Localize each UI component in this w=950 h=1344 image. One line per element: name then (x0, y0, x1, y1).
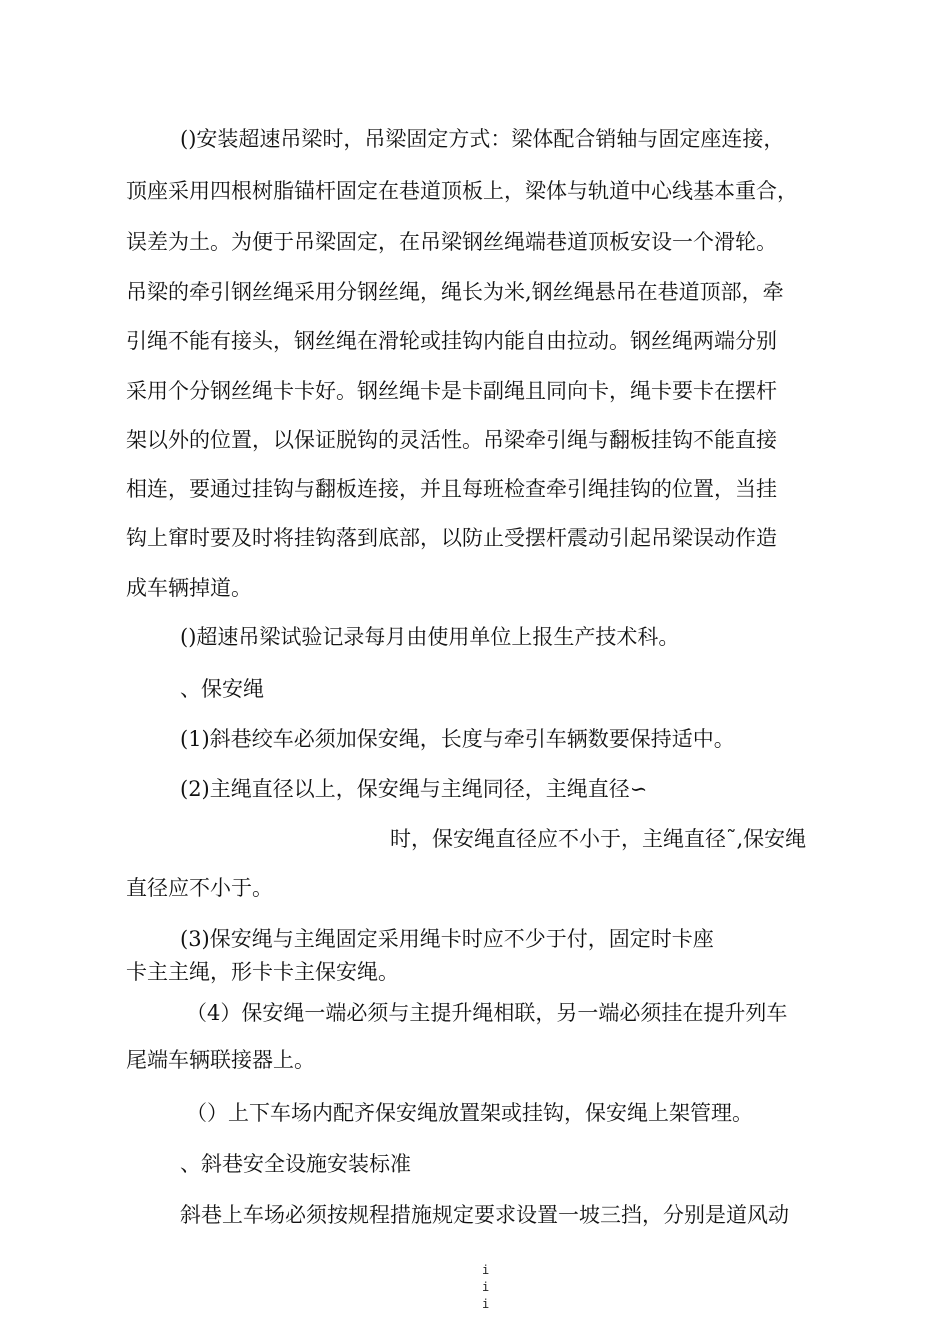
paragraph-line: 直径应不小于。 (126, 876, 273, 900)
paragraph-line: 成车辆掉道。 (126, 576, 252, 600)
page-footer-mark: i (482, 1263, 490, 1277)
page-footer-mark: i (482, 1280, 490, 1294)
paragraph-line: 架以外的位置，以保证脱钩的灵活性。吊梁牵引绳与翻板挂钩不能直接 (126, 428, 777, 452)
paragraph-line: 尾端车辆联接器上。 (126, 1048, 315, 1072)
paragraph-line: （4）保安绳一端必须与主提升绳相联，另一端必须挂在提升列车 (186, 1001, 788, 1025)
paragraph-line: 相连，要通过挂钩与翻板连接，并且每班检查牵引绳挂钩的位置，当挂 (126, 477, 777, 501)
paragraph-line: 引绳不能有接头，钢丝绳在滑轮或挂钩内能自由拉动。钢丝绳两端分别 (126, 329, 777, 353)
paragraph-line: 钩上窜时要及时将挂钩落到底部，以防止受摆杆震动引起吊梁误动作造 (126, 526, 777, 550)
paragraph-line: 顶座采用四根树脂锚杆固定在巷道顶板上，梁体与轨道中心线基本重合， (126, 179, 798, 203)
paragraph-line: 卡主主绳，形卡卡主保安绳。 (126, 960, 399, 984)
paragraph-line: (2)主绳直径以上，保安绳与主绳同径，主绳直径∽ (180, 777, 648, 801)
section-heading: 、斜巷安全设施安装标准 (180, 1152, 411, 1176)
paragraph-line: ()安装超速吊梁时，吊梁固定方式：梁体配合销轴与固定座连接， (180, 127, 785, 151)
paragraph-line: 误差为土。为便于吊梁固定，在吊梁钢丝绳端巷道顶板安设一个滑轮。 (126, 230, 777, 254)
page-footer-mark: i (482, 1297, 490, 1311)
paragraph-line: 时，保安绳直径应不小于，主绳直径˜,保安绳 (390, 827, 807, 851)
paragraph-line: (3)保安绳与主绳固定采用绳卡时应不少于付，固定时卡座 (180, 927, 714, 951)
paragraph-line: (1)斜巷绞车必须加保安绳，长度与牵引车辆数要保持适中。 (180, 727, 735, 751)
paragraph-line: （）上下车场内配齐保安绳放置架或挂钩，保安绳上架管理。 (186, 1101, 753, 1125)
section-heading: 、保安绳 (180, 677, 264, 701)
paragraph-line: 采用个分钢丝绳卡卡好。钢丝绳卡是卡副绳且同向卡，绳卡要卡在摆杆 (126, 379, 777, 403)
paragraph-line: 斜巷上车场必须按规程措施规定要求设置一坡三挡，分别是道风动 (180, 1203, 789, 1227)
paragraph-line: ()超速吊梁试验记录每月由使用单位上报生产技术科。 (180, 625, 680, 649)
paragraph-line: 吊梁的牵引钢丝绳采用分钢丝绳，绳长为米,钢丝绳悬吊在巷道顶部，牵 (126, 280, 784, 304)
